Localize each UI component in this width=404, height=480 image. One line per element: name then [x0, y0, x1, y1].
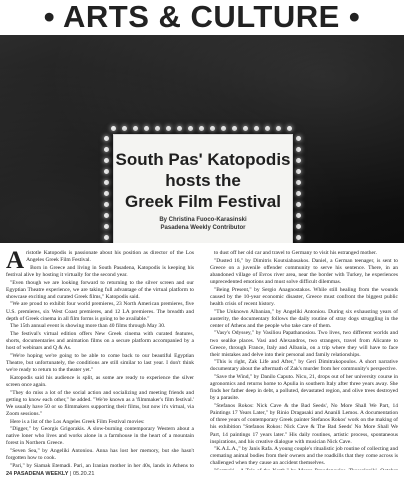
paragraph-text: Born in Greece and living in South Pasadena, Katopodis is keeping his festival alive by hosting it virtually for the second year. — [6, 264, 194, 278]
paragraph-text — [210, 468, 398, 470]
drop-cap: A — [6, 250, 25, 274]
article-paragraph — [6, 390, 194, 418]
paragraph-text: "We're hoping we're going to be able to come back to our beautiful Egyptian Theatre, but unfortunately, the conditions are still similar to last year. I don't think we're ready to return to the theater yet." — [6, 352, 194, 374]
marquee-bulb — [104, 158, 109, 163]
paragraph-text: ristotle Katopodis is passionate about his position as director of the Los Angeles Greek Film Festival. — [26, 250, 194, 264]
paragraph-text: The festival's virtual edition offers New Greek cinema with curated features, shorts, documentaries and animation films on a secure platform accompanied by a host of webinars and Q & As. — [6, 331, 194, 352]
marquee-bulb — [296, 180, 301, 185]
paragraph-text: The 15th annual event is showing more than 40 films through May 30. — [10, 323, 166, 330]
marquee-bulb — [296, 158, 301, 163]
paragraph-text: "This is right, Zak Life and After," by Geri Dimitrakopoulos. A short narrative documentary about the aftermath of Zak's murder from her community's perspective. — [210, 359, 398, 373]
paragraph-text: "Vasy's Odyssey," by Vasiliou Papathanosiou. Two lives, two different worlds and two sealike places. Vasi and Alexandros, two strangers, travel from Alicante to Greece, through France, Italy and Albania, on a trip where they will have to face their mistakes and delve into their personal and family relationships. — [210, 330, 398, 358]
marquee-bulb — [296, 235, 301, 240]
marquee-bulb — [122, 126, 127, 131]
marquee-bulb — [104, 147, 109, 152]
paragraph-text: "Even though we are looking forward to returning to the silver screen and our Egyptian Theatre experience, we are taking full advantage of the virtual platform to showcase exciting and curated Greek films," Katopodis said. — [6, 279, 194, 300]
marquee-bulb — [221, 126, 226, 131]
article-paragraph — [6, 323, 194, 330]
article-paragraph — [6, 448, 194, 462]
article-paragraph — [6, 280, 194, 301]
marquee-bulb — [188, 126, 193, 131]
page-footer — [6, 471, 94, 477]
marquee-bulb — [296, 136, 301, 141]
paragraph-text: "Pari," by Siamak Etemadi. Pari, an Iranian mother in her 40s, lands in Athens to — [10, 462, 194, 469]
marquee-bulb — [104, 180, 109, 185]
author-role: Pasadena Weekly Contributor — [160, 225, 246, 231]
hero-image — [0, 35, 404, 243]
marquee-bulb — [287, 126, 292, 131]
marquee-bulb — [166, 126, 171, 131]
marquee-bulb — [296, 202, 301, 207]
marquee-bulb — [296, 191, 301, 196]
marquee-bulb — [232, 126, 237, 131]
section-header — [0, 0, 404, 34]
marquee-bulb — [144, 126, 149, 131]
theater-marquee-sign — [113, 134, 293, 243]
paragraph-text: "Dusted 16," by Dimitris Koutsiabasakos. Daniel, a German teenager, is sent to Greece on a juvenile offender community to serve his sentence. There, in an abandoned village of Evros river area, near the border with Turkey, he experiences unprecedented emotions and must solve difficult dilemmas. — [210, 257, 398, 285]
article-paragraph — [210, 403, 398, 446]
paragraph-text: "Seven Sea," by Angeliki Antoniou. Anna has lost her memory, but she hasn't forgotten how to cook. — [6, 448, 194, 462]
article-headline — [114, 149, 292, 212]
marquee-bulb — [296, 169, 301, 174]
marquee-bulb — [104, 202, 109, 207]
article-paragraph — [210, 359, 398, 373]
paragraph-text: Katopodis said his audience is split, as some are ready to experience the silver screen once again. — [6, 374, 194, 388]
marquee-bulb — [254, 126, 259, 131]
marquee-bulb — [104, 213, 109, 218]
article-paragraph — [210, 468, 398, 470]
marquee-bulb — [296, 147, 301, 152]
marquee-bulb — [104, 169, 109, 174]
article-paragraph — [6, 463, 194, 470]
marquee-bulb — [265, 126, 270, 131]
article-paragraph — [210, 309, 398, 330]
headline-line-3: Greek Film Festival — [125, 192, 281, 211]
article-paragraph — [210, 446, 398, 467]
paragraph-text: "Stefanos Rokos: Nick Cave & the Bad Seeds', No More Shall We Part, 14 Paintings 17 Years Later," by Rinio Dragasaki and Ananili Lemos. A documentation of three years of contemporary Greek painter Stefanos Rokos' work on the making of his exhibition "Stefanos Rokos: Nick Cave & The Bad Seeds' No More Shall We Part, 14 paintings 17 years later." His daily routines, artistic process, spontaneous inspirations, and his creative dialogue with musician Nick Cave. — [210, 403, 398, 445]
headline-line-2: hosts the — [165, 171, 241, 190]
paragraph-text: "Being Present," by Sergio Anagnostakos. While still healing from the wounds caused by the 10-year economic disaster, Greece must confront the biggest public health crisis of recent history. — [210, 286, 398, 307]
article-paragraph — [6, 301, 194, 322]
article-paragraph — [210, 258, 398, 286]
paragraph-text: "They do miss a lot of the social action and socializing and meeting friends and getting to know each other," he added. "We're known as a 'filmmaker's film festival.' We usually have 50 or so filmmakers supporting their films, but now it's virtual, via Zoom sessions." — [6, 389, 194, 417]
marquee-bulb — [199, 126, 204, 131]
article-body — [6, 250, 398, 470]
paragraph-text: "Save the Wind," by Danilo Caputo. Nicu, 21, drops out of her university course in agronomics and returns home to Apulia in southern Italy after three years away. She finds her father deep in debt, a polluted, devastated region, and olive trees destroyed by a parasite. — [210, 374, 398, 402]
marquee-bulb — [104, 224, 109, 229]
paragraph-text: "K.A.L.A.," by Janis Rafa. A young couple's ritualistic job routine of collecting and cremating animal bodies from their owners and the roadkills that they come across is challenged when they cause an accident themselves. — [210, 446, 398, 467]
article-paragraph — [210, 250, 398, 257]
marquee-bulb — [210, 126, 215, 131]
issue-date: 05.20.21 — [72, 471, 95, 477]
article-paragraph — [6, 265, 194, 279]
page-number: 24 — [6, 471, 13, 477]
marquee-bulb — [111, 126, 116, 131]
article-paragraph — [6, 419, 194, 426]
section-title: • ARTS & CULTURE • — [43, 0, 361, 34]
publication-name: PASADENA WEEKLY — [13, 471, 69, 477]
marquee-bulb — [296, 213, 301, 218]
article-paragraph — [210, 287, 398, 308]
footer-separator: | — [70, 471, 72, 477]
paragraph-text: "We are proud to exhibit four world premieres, 23 North American premieres, five U.S. premieres, six West Coast premieres, and 12 LA premieres. The breadth and depth of Greek cinema in all film forms is going to be available." — [6, 301, 194, 322]
marquee-bulb — [104, 136, 109, 141]
marquee-bulb — [177, 126, 182, 131]
headline-line-1: South Pas' Katopodis — [115, 150, 291, 169]
article-column-left — [6, 250, 194, 470]
marquee-bulb — [276, 126, 281, 131]
marquee-bulb — [104, 235, 109, 240]
marquee-bulb — [104, 191, 109, 196]
marquee-bulb — [243, 126, 248, 131]
paragraph-text: "The Unknown Albanian," by Angeliki Antoniou. During six exhausting years of austerity, the documentary follows the daily routine of stray dogs struggling in the center of Athens and the people who take care of them. — [210, 308, 398, 329]
article-paragraph — [6, 375, 194, 389]
author-name: By Christina Fuoco-Karasinski — [159, 217, 247, 223]
byline — [114, 216, 292, 232]
marquee-bulb — [296, 224, 301, 229]
marquee-bulb — [133, 126, 138, 131]
article-paragraph — [6, 331, 194, 352]
paragraph-text: to dust off her old car and travel to Germany to visit his estranged mother. — [214, 250, 377, 256]
article-paragraph — [6, 426, 194, 447]
paragraph-text: "Digger," by Georgis Grigorakis. A slow-burning contemporary Western about a native loner who lives and works alone in a farmhouse in the heart of a mountain forest in Northern Greece. — [6, 426, 194, 447]
article-paragraph — [210, 330, 398, 358]
paragraph-text: Here is a list of the Los Angeles Greek Film Festival movies: — [10, 418, 145, 425]
article-paragraph — [6, 353, 194, 374]
article-column-right — [210, 250, 398, 470]
marquee-bulb — [155, 126, 160, 131]
article-paragraph — [210, 374, 398, 402]
